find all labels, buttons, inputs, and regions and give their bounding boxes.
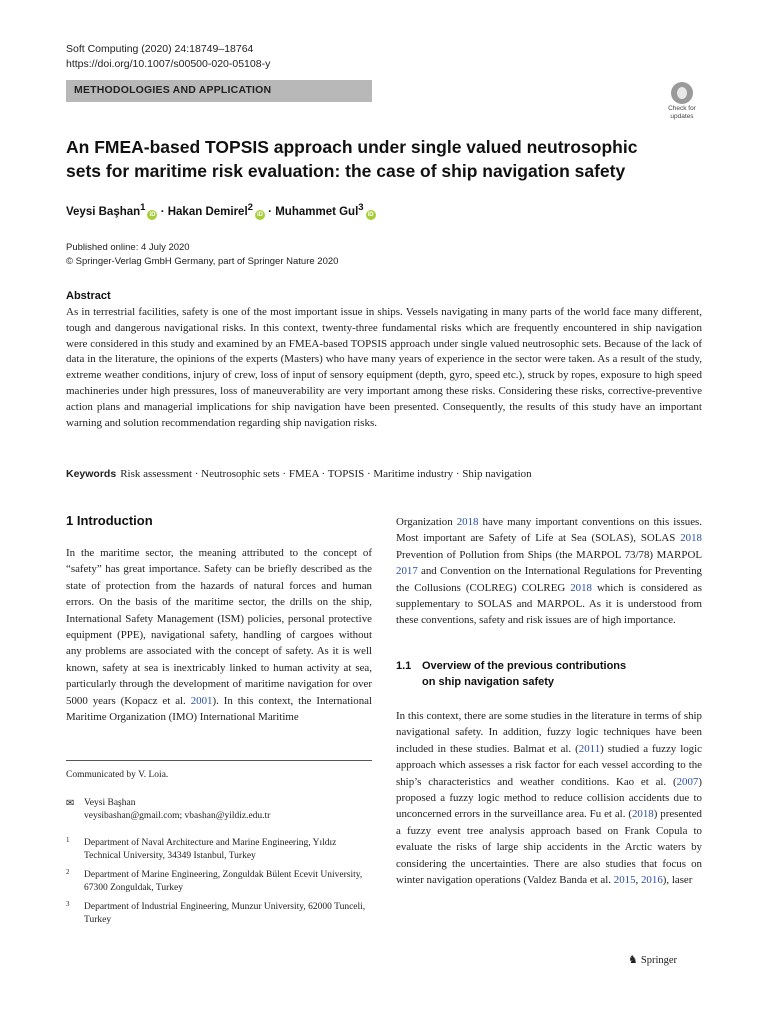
- citation-link[interactable]: 2017: [396, 565, 418, 578]
- body-text: ) studied a fuzzy logic approach which assesses a risk factor for each vessel according to the ship’s characteristics and weather conditions. Kao et al. (: [396, 742, 702, 788]
- affiliation-text: Department of Naval Architecture and Marine Engineering, Yıldız Technical University, 34349 Istanbul, Turkey: [84, 838, 337, 861]
- subsection-heading: [396, 658, 702, 690]
- check-for-updates-badge[interactable]: [664, 82, 700, 122]
- intro-paragraph: [66, 545, 372, 725]
- publisher-logo: [628, 953, 677, 966]
- publication-info: [66, 241, 338, 269]
- section-heading-introduction: 1 Introduction: [66, 513, 153, 528]
- body-text: Organization: [396, 516, 457, 528]
- intro-text-end: ). In this context, the International Maritime Organization (IMO) International Maritime: [66, 694, 372, 724]
- keywords-label: Keywords: [66, 468, 117, 480]
- check-updates-label-2: updates: [670, 113, 694, 120]
- affiliation-number: 2: [66, 868, 70, 876]
- affiliation: [66, 837, 372, 863]
- orcid-icon[interactable]: iD: [367, 211, 374, 218]
- orcid-icon[interactable]: iD: [256, 211, 263, 218]
- publisher-name: Springer: [640, 955, 678, 966]
- footnote-divider: [66, 760, 372, 761]
- subsection-title-line2: on ship navigation safety: [422, 676, 555, 688]
- citation-link[interactable]: 2011: [578, 742, 601, 755]
- corresponding-author: [66, 797, 366, 823]
- copyright-line: © Springer-Verlag GmbH Germany, part of Springer Nature 2020: [66, 256, 339, 267]
- abstract-text: As in terrestrial facilities, safety is one of the most important issue in ships. Vessels navigating in many parts of the world face many different, tough and dangerous navigational risks. In this context, twenty-three fundamental risks which are frequently encountered in ship navigation were considered in this study and examined by an FMEA-based TOPSIS approach under single valued neutrosophic sets. Because of the lack of data in the literature, the opinions of the experts (Masters) who have many years of experience in the sector were taken. As a result of the study, extreme weather conditions, injury of crew, loss of input of sensory equipment (depth, gyro, speed etc.), struck by ropes, exposure to high speed machineries under high pressures, loss of maneuverability are very important among these risks. Considering these risks, corrective-preventive action plans and managerial implications for ship navigation have been presented. Consequently, the results of this study have an important warning and solution recommendation regarding ship navigation risks.: [66, 306, 702, 429]
- abstract-heading: Abstract: [66, 290, 111, 302]
- citation-link[interactable]: 2018: [680, 532, 702, 545]
- citation-link[interactable]: 2018: [631, 808, 654, 821]
- affiliation-number: 1: [66, 836, 70, 844]
- body-text: have many important conventions on this issues. Most important are Safety of Life at Sea (SOLAS), SOLAS: [396, 516, 702, 545]
- citation-link[interactable]: 2018: [456, 516, 479, 528]
- body-text: Prevention of Pollution from Ships (the MARPOL 73/78) MARPOL: [396, 548, 702, 561]
- author-list: [66, 202, 376, 220]
- right-column-paragraph: [396, 514, 702, 629]
- journal-info: [66, 42, 270, 72]
- citation-link[interactable]: 2016: [640, 874, 663, 887]
- author-name[interactable]: Hakan Demirel: [167, 205, 248, 218]
- overview-paragraph: [396, 708, 702, 888]
- keywords-line: [66, 468, 702, 480]
- category-label: METHODOLOGIES AND APPLICATION: [74, 84, 272, 96]
- body-text: which is considered as supplementary to SOLAS and MARPOL. As it is understood from these conventions, safety and risk issues are of high importance.: [396, 581, 702, 627]
- published-date: Published online: 4 July 2020: [66, 242, 190, 253]
- category-banner: [66, 80, 372, 102]
- author-separator: ·: [268, 205, 273, 218]
- citation-link[interactable]: 2015: [613, 874, 636, 887]
- intro-text: In the maritime sector, the meaning attributed to the concept of “safety” has great importance. Safety can be briefly described as the state of protection from the hazards of natural forces and human errors. On the basis of the maritime sector, the drills on the ship, International Safety Management (ISM) policies, personal protective equipment (PPE), navigational safety, handling of cargoes without any problems are associated with the concept of safety. As it is well known, safety at sea is inextricably linked to human activity at sea, particularly through the development of maritime navigation for over 5000 years (Kopacz et al.: [66, 547, 372, 707]
- author-separator: ·: [160, 205, 165, 218]
- communicated-by: Communicated by V. Loia.: [66, 770, 169, 780]
- orcid-icon[interactable]: iD: [149, 211, 156, 218]
- body-text: ) presented a fuzzy event tree analysis approach based on Frank Copula to evaluate the risks of large ship accidents in the Arctic waters by considering the uncertainties. There are also studies that focus on winter navigation operations (Valdez Banda et al.: [396, 808, 702, 887]
- body-text: and Convention on the International Regulations for Preventing the Collusions (COLREG) COLREG: [396, 565, 702, 594]
- author-affiliation-mark: 2: [247, 202, 253, 213]
- check-updates-label-1: Check for: [668, 105, 696, 112]
- citation-link[interactable]: 2001: [190, 694, 213, 707]
- doi-link[interactable]: https://doi.org/10.1007/s00500-020-05108-y: [66, 58, 271, 70]
- body-text: ) proposed a fuzzy logic method to reduce collision accidents due to unconcerned errors in the surveillance area. Fu et al. (: [396, 775, 702, 821]
- affiliation-number: 3: [66, 900, 70, 908]
- corresponding-email[interactable]: veysibashan@gmail.com; vbashan@yildiz.edu.tr: [84, 811, 271, 821]
- affiliation: [66, 901, 372, 927]
- body-text: In this context, there are some studies in the literature in terms of ship navigational safety. In addition, fuzzy logic techniques have been included in these studies. Balmat et al. (: [396, 710, 702, 755]
- affiliation-text: Department of Marine Engineering, Zonguldak Bülent Ecevit University, 67300 Zonguldak, Turkey: [84, 870, 363, 893]
- affiliation: [66, 869, 372, 895]
- author-name[interactable]: Veysi Başhan: [66, 205, 141, 218]
- author-affiliation-mark: 3: [358, 202, 364, 213]
- body-text: ), laser: [662, 874, 693, 887]
- citation-link[interactable]: 2007: [676, 775, 699, 788]
- author-affiliation-mark: 1: [140, 202, 146, 213]
- subsection-title-line1: Overview of the previous contributions: [422, 660, 627, 672]
- body-text: ,: [635, 874, 641, 887]
- springer-horse-icon: ♞: [628, 953, 638, 966]
- affiliation-text: Department of Industrial Engineering, Munzur University, 62000 Tunceli, Turkey: [84, 902, 366, 925]
- paper-title: An FMEA-based TOPSIS approach under single valued neutrosophic sets for maritime risk evaluation: the case of ship navigation safety: [66, 137, 638, 181]
- citation-link[interactable]: 2018: [570, 581, 592, 594]
- check-updates-icon: [671, 82, 693, 104]
- corresponding-name: Veysi Başhan: [84, 798, 136, 808]
- author-name[interactable]: Muhammet Gul: [275, 205, 359, 218]
- keywords-text: Risk assessment · Neutrosophic sets · FMEA · TOPSIS · Maritime industry · Ship navigation: [120, 468, 532, 480]
- envelope-icon: ✉: [66, 798, 75, 809]
- journal-citation: Soft Computing (2020) 24:18749–18764: [66, 43, 254, 55]
- subsection-number: 1.1: [396, 660, 412, 672]
